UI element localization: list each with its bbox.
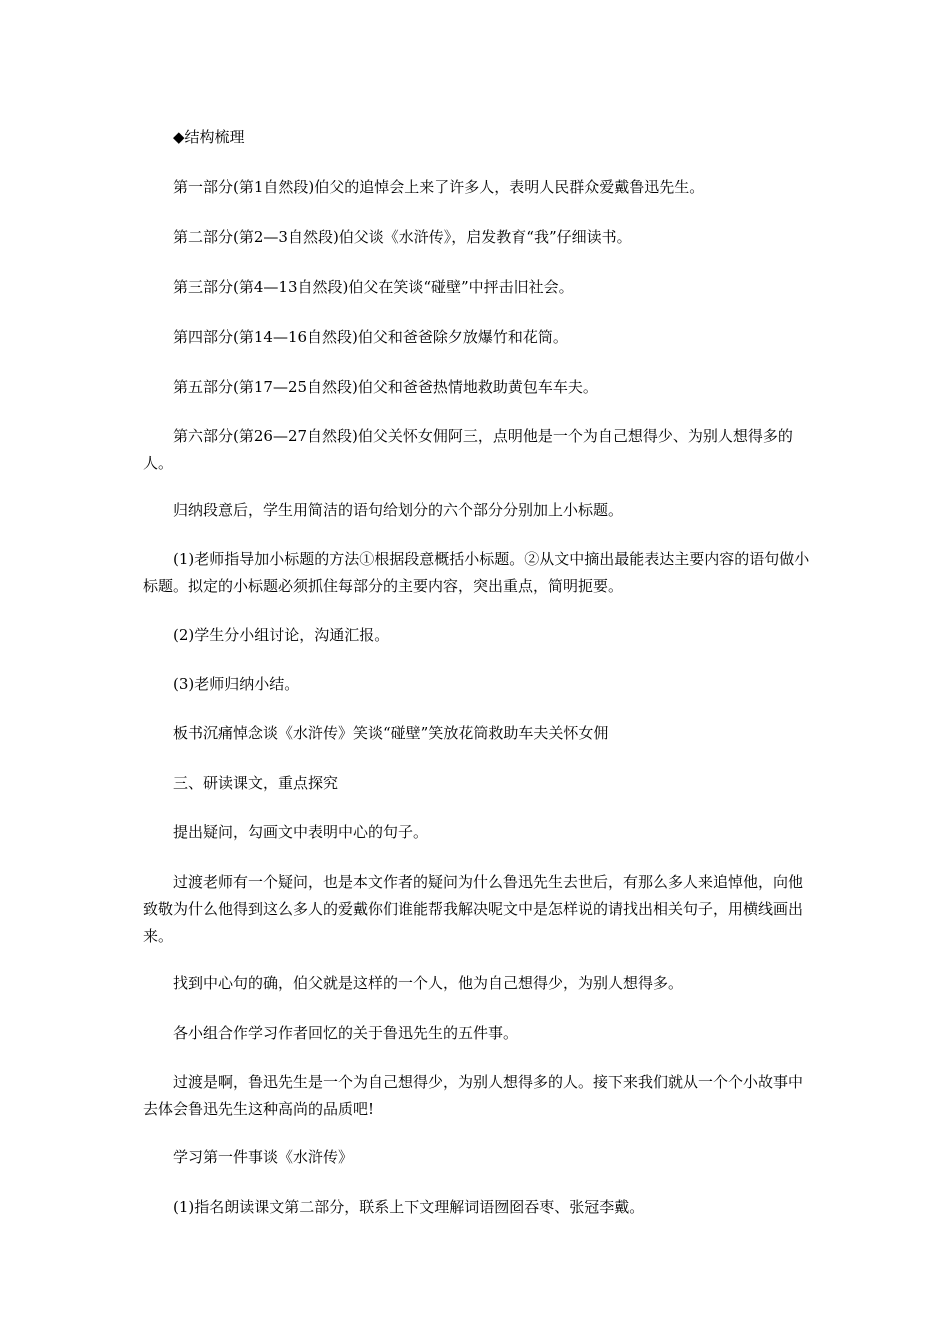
paragraph: 归纳段意后，学生用简洁的语句给划分的六个部分分别加上小标题。 <box>173 501 624 519</box>
paragraph: 板书沉痛悼念谈《水浒传》笑谈“碰壁”笑放花筒救助车夫关怀女佣 <box>173 724 609 742</box>
paragraph: (1)老师指导加小标题的方法①根据段意概括小标题。②从文中摘出最能表达主要内容的语句做小标题。拟定的小标题必须抓住每部分的主要内容，突出重点，简明扼要。 <box>143 550 810 595</box>
paragraph: 第六部分(第26—27自然段)伯父关怀女佣阿三，点明他是一个为自己想得少、为别人想得多的人。 <box>143 427 793 472</box>
section-heading: ◆结构梳理 <box>173 128 245 146</box>
paragraph: 提出疑问，勾画文中表明中心的句子。 <box>173 823 429 841</box>
paragraph: 第五部分(第17—25自然段)伯父和爸爸热情地救助黄包车车夫。 <box>173 378 598 396</box>
paragraph: 过渡老师有一个疑问，也是本文作者的疑问为什么鲁迅先生去世后，有那么多人来追悼他，向他致敬为什么他得到这么多人的爱戴你们谁能帮我解决呢文中是怎样说的请找出相关句子，用横线画出来。 <box>143 873 804 945</box>
paragraph: (2)学生分小组讨论，沟通汇报。 <box>173 626 390 644</box>
paragraph: 第一部分(第1自然段)伯父的追悼会上来了许多人，表明人民群众爱戴鲁迅先生。 <box>173 178 705 196</box>
paragraph: 学习第一件事谈《水浒传》 <box>173 1148 354 1166</box>
paragraph: 找到中心句的确，伯父就是这样的一个人，他为自己想得少，为别人想得多。 <box>173 974 684 992</box>
section-heading: 三、研读课文，重点探究 <box>173 774 339 792</box>
paragraph: 第三部分(第4—13自然段)伯父在笑谈“碰壁”中抨击旧社会。 <box>173 278 574 296</box>
paragraph: 过渡是啊，鲁迅先生是一个为自己想得少，为别人想得多的人。接下来我们就从一个个小故事中去体会鲁迅先生这种高尚的品质吧! <box>143 1073 804 1118</box>
paragraph: (3)老师归纳小结。 <box>173 675 300 693</box>
paragraph: 第二部分(第2—3自然段)伯父谈《水浒传》，启发教育“我”仔细读书。 <box>173 228 632 246</box>
paragraph: 各小组合作学习作者回忆的关于鲁迅先生的五件事。 <box>173 1024 519 1042</box>
paragraph: (1)指名朗读课文第二部分，联系上下文理解词语囫囵吞枣、张冠李戴。 <box>173 1198 645 1216</box>
paragraph: 第四部分(第14—16自然段)伯父和爸爸除夕放爆竹和花筒。 <box>173 328 568 346</box>
